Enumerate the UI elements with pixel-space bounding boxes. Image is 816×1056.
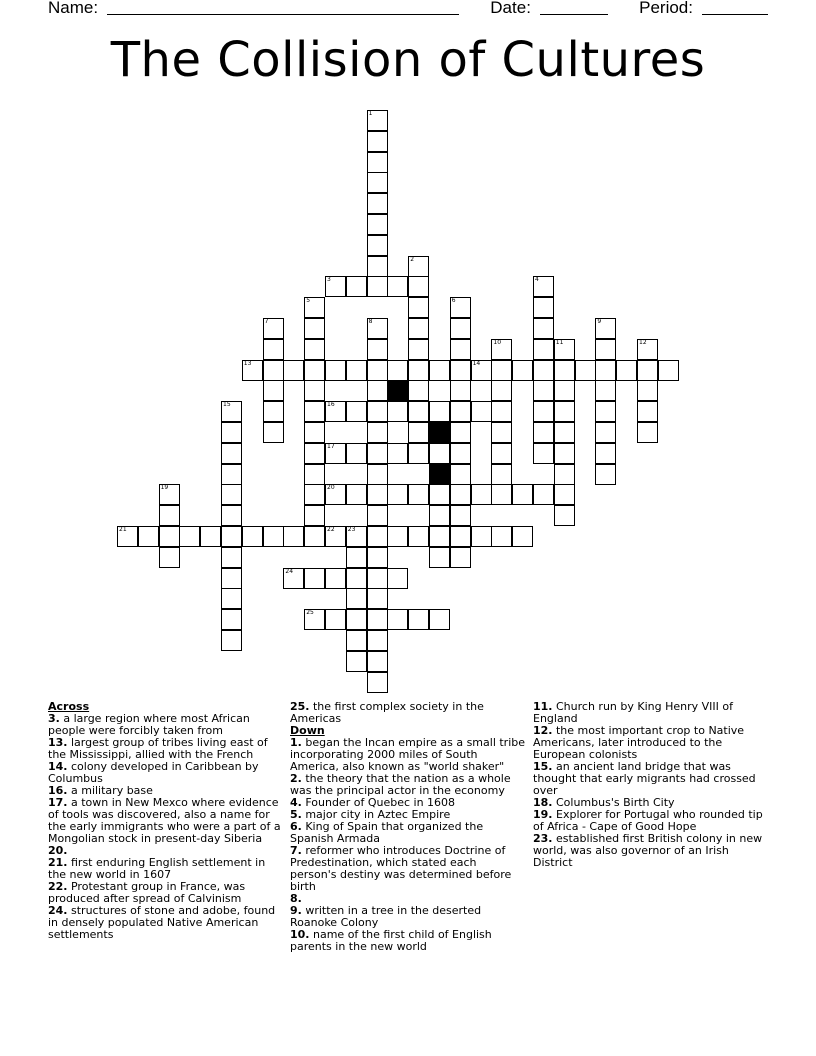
down-clue [533, 809, 769, 833]
clue-text: reformer who introduces Doctrine of Predestination, which stated each person's destiny was determined before birth [290, 844, 512, 893]
crossword-cell[interactable] [304, 360, 325, 381]
clue-text: written in a tree in the deserted Roanoke Colony [290, 904, 482, 929]
crossword-cell[interactable] [367, 464, 388, 485]
clue-number: 17 [327, 442, 335, 450]
crossword-cell[interactable] [325, 568, 346, 589]
clue-number: 25 [306, 609, 314, 617]
crossword-cell[interactable] [471, 360, 492, 381]
crossword-cell[interactable] [450, 547, 471, 568]
clue-number: 21 [119, 526, 127, 533]
crossword-cell[interactable] [325, 484, 346, 505]
clue-label: 2. [290, 772, 302, 785]
crossword-cell[interactable] [491, 443, 512, 464]
clue-label: 22. [48, 880, 68, 893]
crossword-cell[interactable] [367, 193, 388, 214]
crossword-cell[interactable] [159, 547, 180, 568]
clue-text: major city in Aztec Empire [301, 808, 451, 821]
crossword-cell[interactable] [325, 443, 346, 464]
crossword-cell[interactable] [450, 339, 471, 360]
crossword-cell[interactable] [346, 443, 367, 464]
clue-label: 3. [48, 712, 60, 725]
across-clue [48, 797, 284, 845]
clue-number: 22 [327, 526, 335, 533]
crossword-cell[interactable] [221, 401, 242, 422]
crossword-cell[interactable] [408, 609, 429, 630]
crossword-cell[interactable] [637, 401, 658, 422]
crossword-cell[interactable] [263, 422, 284, 443]
clue-number: 11 [555, 338, 564, 346]
down-clue [290, 905, 526, 929]
clue-number: 23 [347, 526, 356, 533]
crossword-cell[interactable] [554, 422, 575, 443]
clue-label: 1. [290, 736, 302, 749]
crossword-cell[interactable] [512, 484, 533, 505]
crossword-cell[interactable] [346, 568, 367, 589]
crossword-cell[interactable] [304, 339, 325, 360]
crossword-cell[interactable] [263, 401, 284, 422]
crossword-cell[interactable] [491, 484, 512, 505]
crossword-cell[interactable] [658, 360, 679, 381]
crossword-cell[interactable] [221, 422, 242, 443]
clue-number: 8 [368, 318, 373, 325]
crossword-cell[interactable] [367, 318, 388, 339]
clue-number: 1 [368, 110, 373, 117]
date-line[interactable] [540, 0, 608, 15]
clue-number: 7 [264, 318, 269, 325]
clue-text: a town in New Mexco where evidence of tools was discovered, also a name for the early immigrants who were a part of a Mongolian stock in present-day Siberia [48, 796, 281, 845]
crossword-cell[interactable] [429, 526, 450, 547]
crossword-cell[interactable] [304, 484, 325, 505]
crossword-cell[interactable] [304, 318, 325, 339]
crossword-cell[interactable] [221, 547, 242, 568]
crossword-cell[interactable] [221, 609, 242, 630]
clue-label: 21. [48, 856, 68, 869]
clue-number: 13 [243, 359, 252, 367]
clue-label: 16. [48, 784, 68, 797]
crossword-cell[interactable] [367, 401, 388, 422]
clue-text: began the Incan empire as a small tribe incorporating 2000 miles of South America, also known as "world shaker" [290, 736, 526, 773]
clue-number: 6 [451, 297, 456, 305]
crossword-cell[interactable] [554, 464, 575, 485]
crossword-cell[interactable] [595, 339, 616, 360]
clue-text: first enduring English settlement in the new world in 1607 [48, 856, 266, 881]
crossword-cell[interactable] [179, 526, 200, 547]
crossword-cell[interactable] [512, 526, 533, 547]
crossword-cell[interactable] [595, 422, 616, 443]
crossword-cell[interactable] [450, 401, 471, 422]
crossword-cell[interactable] [491, 464, 512, 485]
clue-number: 9 [597, 318, 602, 325]
clue-text: established first British colony in new world, was also governor of an Irish District [533, 832, 763, 869]
crossword-black-cell [387, 380, 408, 401]
crossword-cell[interactable] [408, 526, 429, 547]
crossword-cell[interactable] [533, 401, 554, 422]
crossword-cell[interactable] [367, 547, 388, 568]
crossword-cell[interactable] [367, 505, 388, 526]
crossword-cell[interactable] [304, 609, 325, 630]
crossword-cell[interactable] [554, 443, 575, 464]
crossword-cell[interactable] [408, 443, 429, 464]
clue-label: 18. [533, 796, 553, 809]
crossword-cell[interactable] [346, 401, 367, 422]
crossword-black-cell [429, 422, 450, 443]
clue-number: 24 [285, 567, 294, 575]
crossword-cell[interactable] [367, 235, 388, 256]
crossword-cell[interactable] [367, 131, 388, 152]
clue-text: structures of stone and adobe, found in densely populated Native American settlements [48, 904, 276, 941]
clue-text: Church run by King Henry VIII of England [533, 700, 733, 725]
crossword-cell[interactable] [471, 401, 492, 422]
crossword-cell[interactable] [221, 630, 242, 651]
crossword-cell[interactable] [346, 276, 367, 297]
crossword-cell[interactable] [429, 360, 450, 381]
crossword-cell[interactable] [304, 380, 325, 401]
crossword-cell[interactable] [367, 568, 388, 589]
crossword-cell[interactable] [367, 672, 388, 693]
crossword-cell[interactable] [263, 318, 284, 339]
crossword-cell[interactable] [450, 318, 471, 339]
crossword-cell[interactable] [367, 651, 388, 672]
crossword-cell[interactable] [346, 630, 367, 651]
crossword-cell[interactable] [533, 360, 554, 381]
crossword-cell[interactable] [429, 484, 450, 505]
crossword-cell[interactable] [450, 380, 471, 401]
clue-text: Founder of Quebec in 1608 [301, 796, 456, 809]
down-clue [533, 701, 769, 725]
crossword-cell[interactable] [408, 256, 429, 277]
crossword-cell[interactable] [408, 484, 429, 505]
crossword-cell[interactable] [221, 443, 242, 464]
crossword-cell[interactable] [450, 484, 471, 505]
crossword-cell[interactable] [325, 401, 346, 422]
crossword-cell[interactable] [408, 297, 429, 318]
clue-number: 16 [327, 401, 335, 409]
crossword-cell[interactable] [533, 339, 554, 360]
crossword-cell[interactable] [263, 339, 284, 360]
clue-text: the first complex society in the Americas [290, 700, 484, 725]
crossword-cell[interactable] [367, 630, 388, 651]
crossword-cell[interactable] [117, 526, 138, 547]
down-clue [290, 821, 526, 845]
crossword-cell[interactable] [533, 276, 554, 297]
clue-text: the theory that the nation as a whole was the principal actor in the economy [290, 772, 511, 797]
clue-text: Explorer for Portugal who rounded tip of Africa - Cape of Good Hope [533, 808, 763, 833]
crossword-cell[interactable] [325, 609, 346, 630]
clue-label: 20. [48, 844, 68, 857]
crossword-cell[interactable] [491, 401, 512, 422]
crossword-cell[interactable] [367, 422, 388, 443]
crossword-cell[interactable] [367, 276, 388, 297]
crossword-cell[interactable] [304, 526, 325, 547]
crossword-cell[interactable] [221, 464, 242, 485]
across-clue [48, 761, 284, 785]
down-clue [290, 845, 526, 893]
clue-number: 10 [493, 338, 502, 346]
clue-number: 2 [410, 255, 415, 263]
crossword-cell[interactable] [554, 380, 575, 401]
crossword-cell[interactable] [595, 401, 616, 422]
period-line[interactable] [702, 0, 768, 15]
clue-number: 20 [327, 484, 335, 492]
crossword-cell[interactable] [283, 360, 304, 381]
clue-label: 15. [533, 760, 553, 773]
crossword-cell[interactable] [387, 360, 408, 381]
clue-number: 12 [639, 338, 647, 346]
crossword-cell[interactable] [408, 276, 429, 297]
crossword-cell[interactable] [346, 360, 367, 381]
crossword-cell[interactable] [387, 401, 408, 422]
clue-number: 3 [327, 276, 331, 284]
crossword-cell[interactable] [491, 360, 512, 381]
crossword-cell[interactable] [159, 505, 180, 526]
crossword-cell[interactable] [450, 360, 471, 381]
crossword-cell[interactable] [595, 464, 616, 485]
crossword-cell[interactable] [616, 360, 637, 381]
crossword-cell[interactable] [450, 422, 471, 443]
clue-label: 12. [533, 724, 553, 737]
clue-label: 17. [48, 796, 68, 809]
crossword-cell[interactable] [637, 360, 658, 381]
down-clue [533, 761, 769, 797]
clues-column-2 [290, 701, 526, 953]
clue-text: colony developed in Caribbean by Columbus [48, 760, 259, 785]
crossword-cell[interactable] [491, 380, 512, 401]
crossword-cell[interactable] [304, 464, 325, 485]
clue-number: 19 [160, 484, 169, 492]
crossword-cell[interactable] [533, 318, 554, 339]
crossword-cell[interactable] [283, 568, 304, 589]
crossword-cell[interactable] [387, 609, 408, 630]
crossword-cell[interactable] [595, 380, 616, 401]
clue-number: 14 [472, 359, 481, 367]
clue-label: 9. [290, 904, 302, 917]
clue-label: 24. [48, 904, 68, 917]
crossword-cell[interactable] [429, 443, 450, 464]
clue-number: 15 [223, 401, 231, 409]
crossword-cell[interactable] [159, 526, 180, 547]
clues-column-1 [48, 701, 284, 941]
crossword-cell[interactable] [367, 380, 388, 401]
crossword-cell[interactable] [304, 568, 325, 589]
across-clue [290, 701, 526, 725]
crossword-cell[interactable] [637, 422, 658, 443]
across-clue [48, 713, 284, 737]
clue-number: 4 [535, 276, 539, 284]
crossword-cell[interactable] [159, 484, 180, 505]
crossword-cell[interactable] [304, 297, 325, 318]
crossword-cell[interactable] [367, 172, 388, 193]
page-title: The Collision of Cultures [110, 32, 706, 88]
crossword-cell[interactable] [471, 526, 492, 547]
crossword-cell[interactable] [429, 609, 450, 630]
crossword-cell[interactable] [387, 276, 408, 297]
crossword-cell[interactable] [387, 443, 408, 464]
clues-column-3 [533, 701, 769, 869]
crossword-cell[interactable] [387, 484, 408, 505]
across-clue [48, 881, 284, 905]
clue-label: 7. [290, 844, 302, 857]
crossword-cell[interactable] [263, 360, 284, 381]
crossword-cell[interactable] [575, 360, 596, 381]
crossword-cell[interactable] [367, 339, 388, 360]
crossword-cell[interactable] [346, 547, 367, 568]
crossword-cell[interactable] [408, 380, 429, 401]
down-clue [290, 737, 526, 773]
crossword-cell[interactable] [242, 526, 263, 547]
clue-label: 6. [290, 820, 302, 833]
crossword-cell[interactable] [367, 256, 388, 277]
crossword-cell[interactable] [325, 526, 346, 547]
crossword-cell[interactable] [408, 401, 429, 422]
crossword-cell[interactable] [367, 110, 388, 131]
crossword-cell[interactable] [221, 505, 242, 526]
crossword-cell[interactable] [595, 318, 616, 339]
down-clue [290, 929, 526, 953]
crossword-cell[interactable] [637, 339, 658, 360]
crossword-cell[interactable] [554, 360, 575, 381]
across-clue [48, 737, 284, 761]
crossword-cell[interactable] [450, 526, 471, 547]
crossword-cell[interactable] [429, 401, 450, 422]
crossword-cell[interactable] [450, 443, 471, 464]
clue-label: 13. [48, 736, 68, 749]
period-label: Period: [639, 0, 693, 17]
crossword-cell[interactable] [367, 152, 388, 173]
crossword-cell[interactable] [491, 339, 512, 360]
clue-label: 25. [290, 700, 310, 713]
down-clue [533, 833, 769, 869]
crossword-cell[interactable] [450, 464, 471, 485]
clue-label: 10. [290, 928, 310, 941]
crossword-cell[interactable] [304, 443, 325, 464]
crossword-cell[interactable] [221, 568, 242, 589]
crossword-cell[interactable] [408, 339, 429, 360]
crossword-cell[interactable] [325, 276, 346, 297]
crossword-cell[interactable] [304, 422, 325, 443]
student-info-header [48, 0, 772, 18]
crossword-cell[interactable] [304, 505, 325, 526]
across-heading: Across [48, 700, 90, 713]
crossword-cell[interactable] [242, 360, 263, 381]
name-line[interactable] [107, 0, 459, 15]
clue-label: 19. [533, 808, 553, 821]
crossword-cell[interactable] [387, 568, 408, 589]
crossword-cell[interactable] [346, 526, 367, 547]
name-label: Name: [48, 0, 99, 17]
crossword-cell[interactable] [533, 484, 554, 505]
crossword-cell[interactable] [491, 526, 512, 547]
clue-text: the most important crop to Native Americans, later introduced to the European colonists [533, 724, 745, 761]
crossword-cell[interactable] [554, 505, 575, 526]
crossword-cell[interactable] [200, 526, 221, 547]
crossword-cell[interactable] [346, 484, 367, 505]
down-clue [533, 725, 769, 761]
crossword-cell[interactable] [471, 484, 492, 505]
clue-text: Protestant group in France, was produced after spread of Calvinism [48, 880, 246, 905]
clue-label: 4. [290, 796, 302, 809]
across-clue [48, 905, 284, 941]
crossword-cell[interactable] [367, 588, 388, 609]
crossword-cell[interactable] [512, 360, 533, 381]
crossword-cell[interactable] [346, 588, 367, 609]
crossword-cell[interactable] [346, 609, 367, 630]
crossword-cell[interactable] [533, 443, 554, 464]
crossword-cell[interactable] [408, 360, 429, 381]
clue-text: an ancient land bridge that was thought that early migrants had crossed over [533, 760, 756, 797]
crossword-cell[interactable] [450, 297, 471, 318]
crossword-cell[interactable] [408, 318, 429, 339]
clue-number: 5 [306, 297, 311, 305]
crossword-cell[interactable] [595, 443, 616, 464]
crossword-cell[interactable] [533, 422, 554, 443]
crossword-cell[interactable] [429, 505, 450, 526]
crossword-black-cell [429, 464, 450, 485]
crossword-cell[interactable] [491, 422, 512, 443]
crossword-cell[interactable] [408, 422, 429, 443]
crossword-cell[interactable] [367, 609, 388, 630]
clue-text: name of the first child of English parents in the new world [290, 928, 492, 953]
clue-label: 11. [533, 700, 553, 713]
crossword-cell[interactable] [387, 526, 408, 547]
crossword-cell[interactable] [283, 526, 304, 547]
crossword-cell[interactable] [221, 526, 242, 547]
crossword-cell[interactable] [533, 380, 554, 401]
crossword-cell[interactable] [367, 484, 388, 505]
clue-text: King of Spain that organized the Spanish Armada [290, 820, 484, 845]
crossword-cell[interactable] [450, 505, 471, 526]
crossword-cell[interactable] [346, 651, 367, 672]
crossword-cell[interactable] [554, 339, 575, 360]
crossword-cell[interactable] [138, 526, 159, 547]
crossword-cell[interactable] [554, 484, 575, 505]
crossword-cell[interactable] [304, 401, 325, 422]
clue-label: 5. [290, 808, 302, 821]
crossword-cell[interactable] [263, 526, 284, 547]
crossword-cell[interactable] [263, 380, 284, 401]
clue-label: 14. [48, 760, 68, 773]
crossword-cell[interactable] [221, 484, 242, 505]
clue-text: a military base [67, 784, 153, 797]
down-clue [290, 773, 526, 797]
across-clue [48, 857, 284, 881]
crossword-cell[interactable] [367, 526, 388, 547]
clue-text: largest group of tribes living east of the Mississippi, allied with the French [48, 736, 268, 761]
crossword-cell[interactable] [367, 214, 388, 235]
clue-text: Columbus's Birth City [552, 796, 675, 809]
crossword-cell[interactable] [429, 547, 450, 568]
clue-label: 8. [290, 892, 302, 905]
crossword-cell[interactable] [554, 401, 575, 422]
crossword-cell[interactable] [595, 360, 616, 381]
crossword-cell[interactable] [221, 588, 242, 609]
crossword-cell[interactable] [367, 360, 388, 381]
clue-text: a large region where most African people were forcibly taken from [48, 712, 250, 737]
clue-label: 23. [533, 832, 553, 845]
crossword-cell[interactable] [637, 380, 658, 401]
crossword-cell[interactable] [367, 443, 388, 464]
down-heading: Down [290, 724, 325, 737]
date-label: Date: [490, 0, 531, 17]
crossword-cell[interactable] [325, 360, 346, 381]
crossword-cell[interactable] [533, 297, 554, 318]
